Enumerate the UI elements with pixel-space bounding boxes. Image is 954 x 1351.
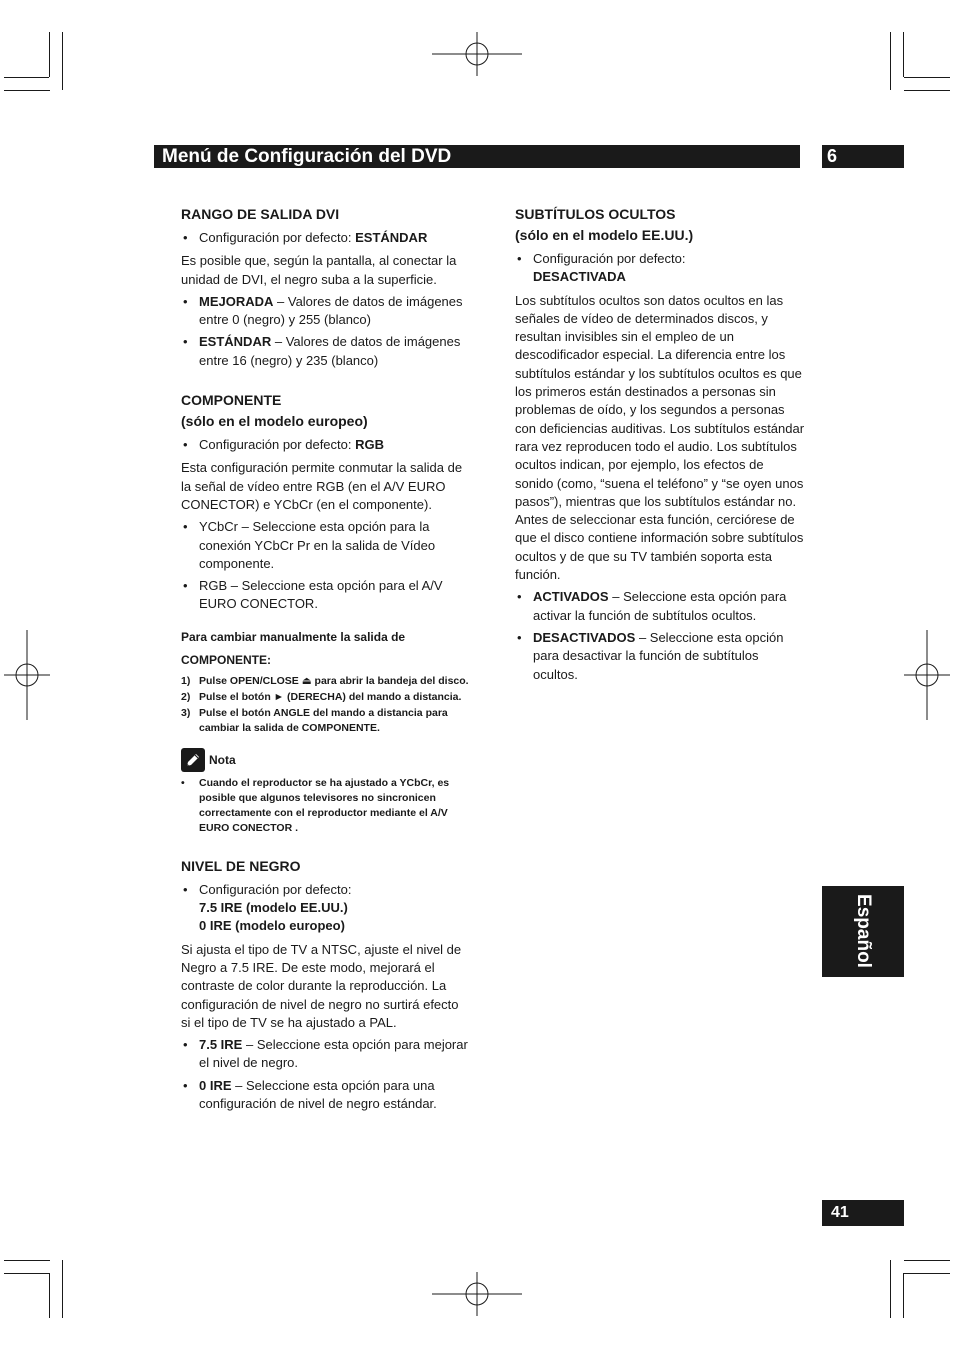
option-text: – Seleccione esta opción para mejorar el nivel de negro. [199, 1037, 468, 1071]
option-label: ESTÁNDAR [199, 334, 272, 350]
crop-mark [62, 1260, 63, 1318]
manual-heading-line: COMPONENTE: [181, 652, 271, 667]
section-heading: NIVEL DE NEGRO [181, 857, 301, 874]
section-subheading: (sólo en el modelo europeo) [181, 413, 368, 430]
default-setting [181, 436, 471, 454]
pencil-icon [181, 748, 205, 772]
crop-mark [904, 90, 950, 91]
note-header [181, 748, 471, 772]
option-text: – Seleccione esta opción para activar la función de subtítulos ocultos. [533, 589, 787, 623]
step-text: Pulse el botón ► (DERECHA) del mando a distancia. [199, 690, 462, 703]
default-list [181, 436, 471, 454]
step-item [181, 690, 471, 705]
note-title: Nota [209, 752, 236, 767]
crop-mark [4, 1260, 50, 1261]
default-label: Configuración por defecto: [199, 437, 356, 453]
default-list [515, 250, 805, 287]
registration-mark-bottom [432, 1272, 522, 1316]
crop-mark [4, 90, 50, 91]
option-list [181, 1036, 471, 1113]
default-setting [181, 229, 471, 247]
left-column [181, 204, 471, 1117]
option-text: – Seleccione esta opción para desactivar la función de subtítulos ocultos. [533, 629, 784, 682]
registration-mark-left [4, 630, 50, 720]
step-number: 3) [181, 706, 191, 719]
default-value: ESTÁNDAR [355, 230, 428, 245]
description: Si ajusta el tipo de TV a NTSC, ajuste el nivel de Negro a 7.5 IRE. De este modo, mejorará el contraste de color durante la reproducción. La configuración de nivel de negro no surtirá efecto si el tipo de TV se ha ajustado a PAL. [181, 941, 462, 1030]
default-label: Configuración por defecto: [199, 230, 356, 245]
language-tab [822, 886, 904, 977]
chapter-box [822, 145, 904, 168]
option-list [181, 518, 471, 613]
step-text: Pulse OPEN/CLOSE ⏏ para abrir la bandeja del disco. [199, 674, 469, 687]
section-heading: COMPONENTE [181, 392, 282, 409]
description: Los subtítulos ocultos son datos ocultos en las señales de vídeo de determinados discos, y resultan invisibles sin el empleo de un descodificador especial. La diferencia entre los subtítulos estándar y los subtítulos ocultos es que los primeros están destinados a personas sin problemas de oído, y los segundos a personas con deficiencias auditivas. Los subtítulos estándar rara vez reproducen todo el audio. Los subtítulos ocultos indican, por ejemplo, los efectos de sonido (como, “suena el teléfono” y “se oyen unos pasos”), mientras que los subtítulos estándar no. Antes de seleccionar esta función, cerciórese de que el disco contiene información sobre subtítulos ocultos y de que su TV también soporta esta función. [515, 292, 805, 583]
crop-mark [903, 1273, 904, 1318]
step-item [181, 706, 471, 736]
option-text: – Valores de datos de imágenes entre 0 (negro) y 255 (blanco) [199, 293, 463, 328]
crop-mark [903, 32, 904, 77]
option-item [515, 588, 805, 625]
header-bar [154, 145, 800, 168]
note-list [181, 776, 471, 836]
page-title: Menú de Configuración del DVD [162, 146, 452, 167]
note-item: • Cuando el reproductor se ha ajustado a YCbCr, es posible que algunos televisores no sincronicen correctamente con el reproductor mediante el A/V EURO CONECTOR . [181, 776, 471, 836]
option-item [181, 1077, 471, 1114]
description: Es posible que, según la pantalla, al conectar la unidad de DVI, el negro suba a la superficie. [181, 253, 457, 287]
language-tab-label: Español [853, 894, 874, 968]
default-setting [515, 250, 805, 287]
option-item: • YCbCr – Seleccione esta opción para la conexión YCbCr Pr en la salida de Vídeo componente. [181, 518, 471, 573]
section-rango-dvi [181, 204, 471, 370]
option-item [181, 333, 471, 370]
section-subtitulos-ocultos [515, 204, 805, 684]
manual-heading-line: Para cambiar manualmente la salida de [181, 629, 406, 644]
page-number: 41 [831, 1204, 849, 1221]
option-text: – Seleccione esta opción para una configuración de nivel de negro estándar. [199, 1077, 437, 1112]
default-value: 7.5 IRE (modelo EE.UU.) [199, 900, 348, 916]
chapter-number: 6 [827, 146, 838, 166]
option-list [181, 293, 471, 370]
crop-mark [890, 1260, 891, 1318]
crop-mark [4, 77, 49, 78]
right-column [515, 204, 805, 688]
section-nivel-negro [181, 856, 471, 1114]
section-heading: SUBTÍTULOS OCULTOS [515, 206, 676, 222]
option-text: – Valores de datos de imágenes entre 16 (negro) y 235 (blanco) [199, 334, 461, 368]
manual-heading [181, 626, 471, 672]
default-list [181, 881, 471, 936]
option-item [515, 629, 805, 684]
option-item [181, 293, 471, 330]
crop-mark [4, 1273, 49, 1274]
default-value: 0 IRE (modelo europeo) [199, 918, 345, 934]
section-heading: RANGO DE SALIDA DVI [181, 206, 340, 222]
step-text: Pulse el botón ANGLE del mando a distancia para cambiar la salida de COMPONENTE. [199, 706, 448, 734]
option-item [181, 1036, 471, 1073]
step-number: 1) [181, 674, 191, 687]
page-number-box [822, 1200, 904, 1226]
default-setting [181, 881, 471, 936]
registration-mark-top [432, 32, 522, 76]
option-label: DESACTIVADOS [533, 629, 636, 645]
description: Esta configuración permite conmutar la salida de la señal de vídeo entre RGB (en el A/V EURO CONECTOR) e YCbCr (en el componente). [181, 460, 463, 512]
option-label: MEJORADA [199, 293, 274, 309]
steps-list [181, 674, 471, 736]
crop-mark [62, 32, 63, 90]
option-label: 0 IRE [199, 1077, 232, 1093]
crop-mark [904, 77, 950, 78]
option-label: ACTIVADOS [533, 589, 609, 605]
registration-mark-right [904, 630, 950, 720]
step-number: 2) [181, 690, 191, 703]
section-subheading: (sólo en el modelo EE.UU.) [515, 227, 694, 243]
crop-mark [49, 1273, 50, 1318]
default-list [181, 229, 471, 247]
crop-mark [904, 1273, 950, 1274]
option-list [515, 588, 805, 683]
default-value: DESACTIVADA [533, 269, 626, 285]
default-value: RGB [355, 437, 384, 453]
option-item: • RGB – Seleccione esta opción para el A/V EURO CONECTOR. [181, 577, 471, 614]
crop-mark [49, 32, 50, 77]
crop-mark [890, 32, 891, 90]
section-componente [181, 390, 471, 836]
default-label: • Configuración por defecto: [533, 251, 686, 266]
option-label: 7.5 IRE [199, 1037, 243, 1053]
crop-mark [904, 1260, 950, 1261]
step-item [181, 674, 471, 689]
default-label: • Configuración por defecto: [199, 881, 352, 897]
